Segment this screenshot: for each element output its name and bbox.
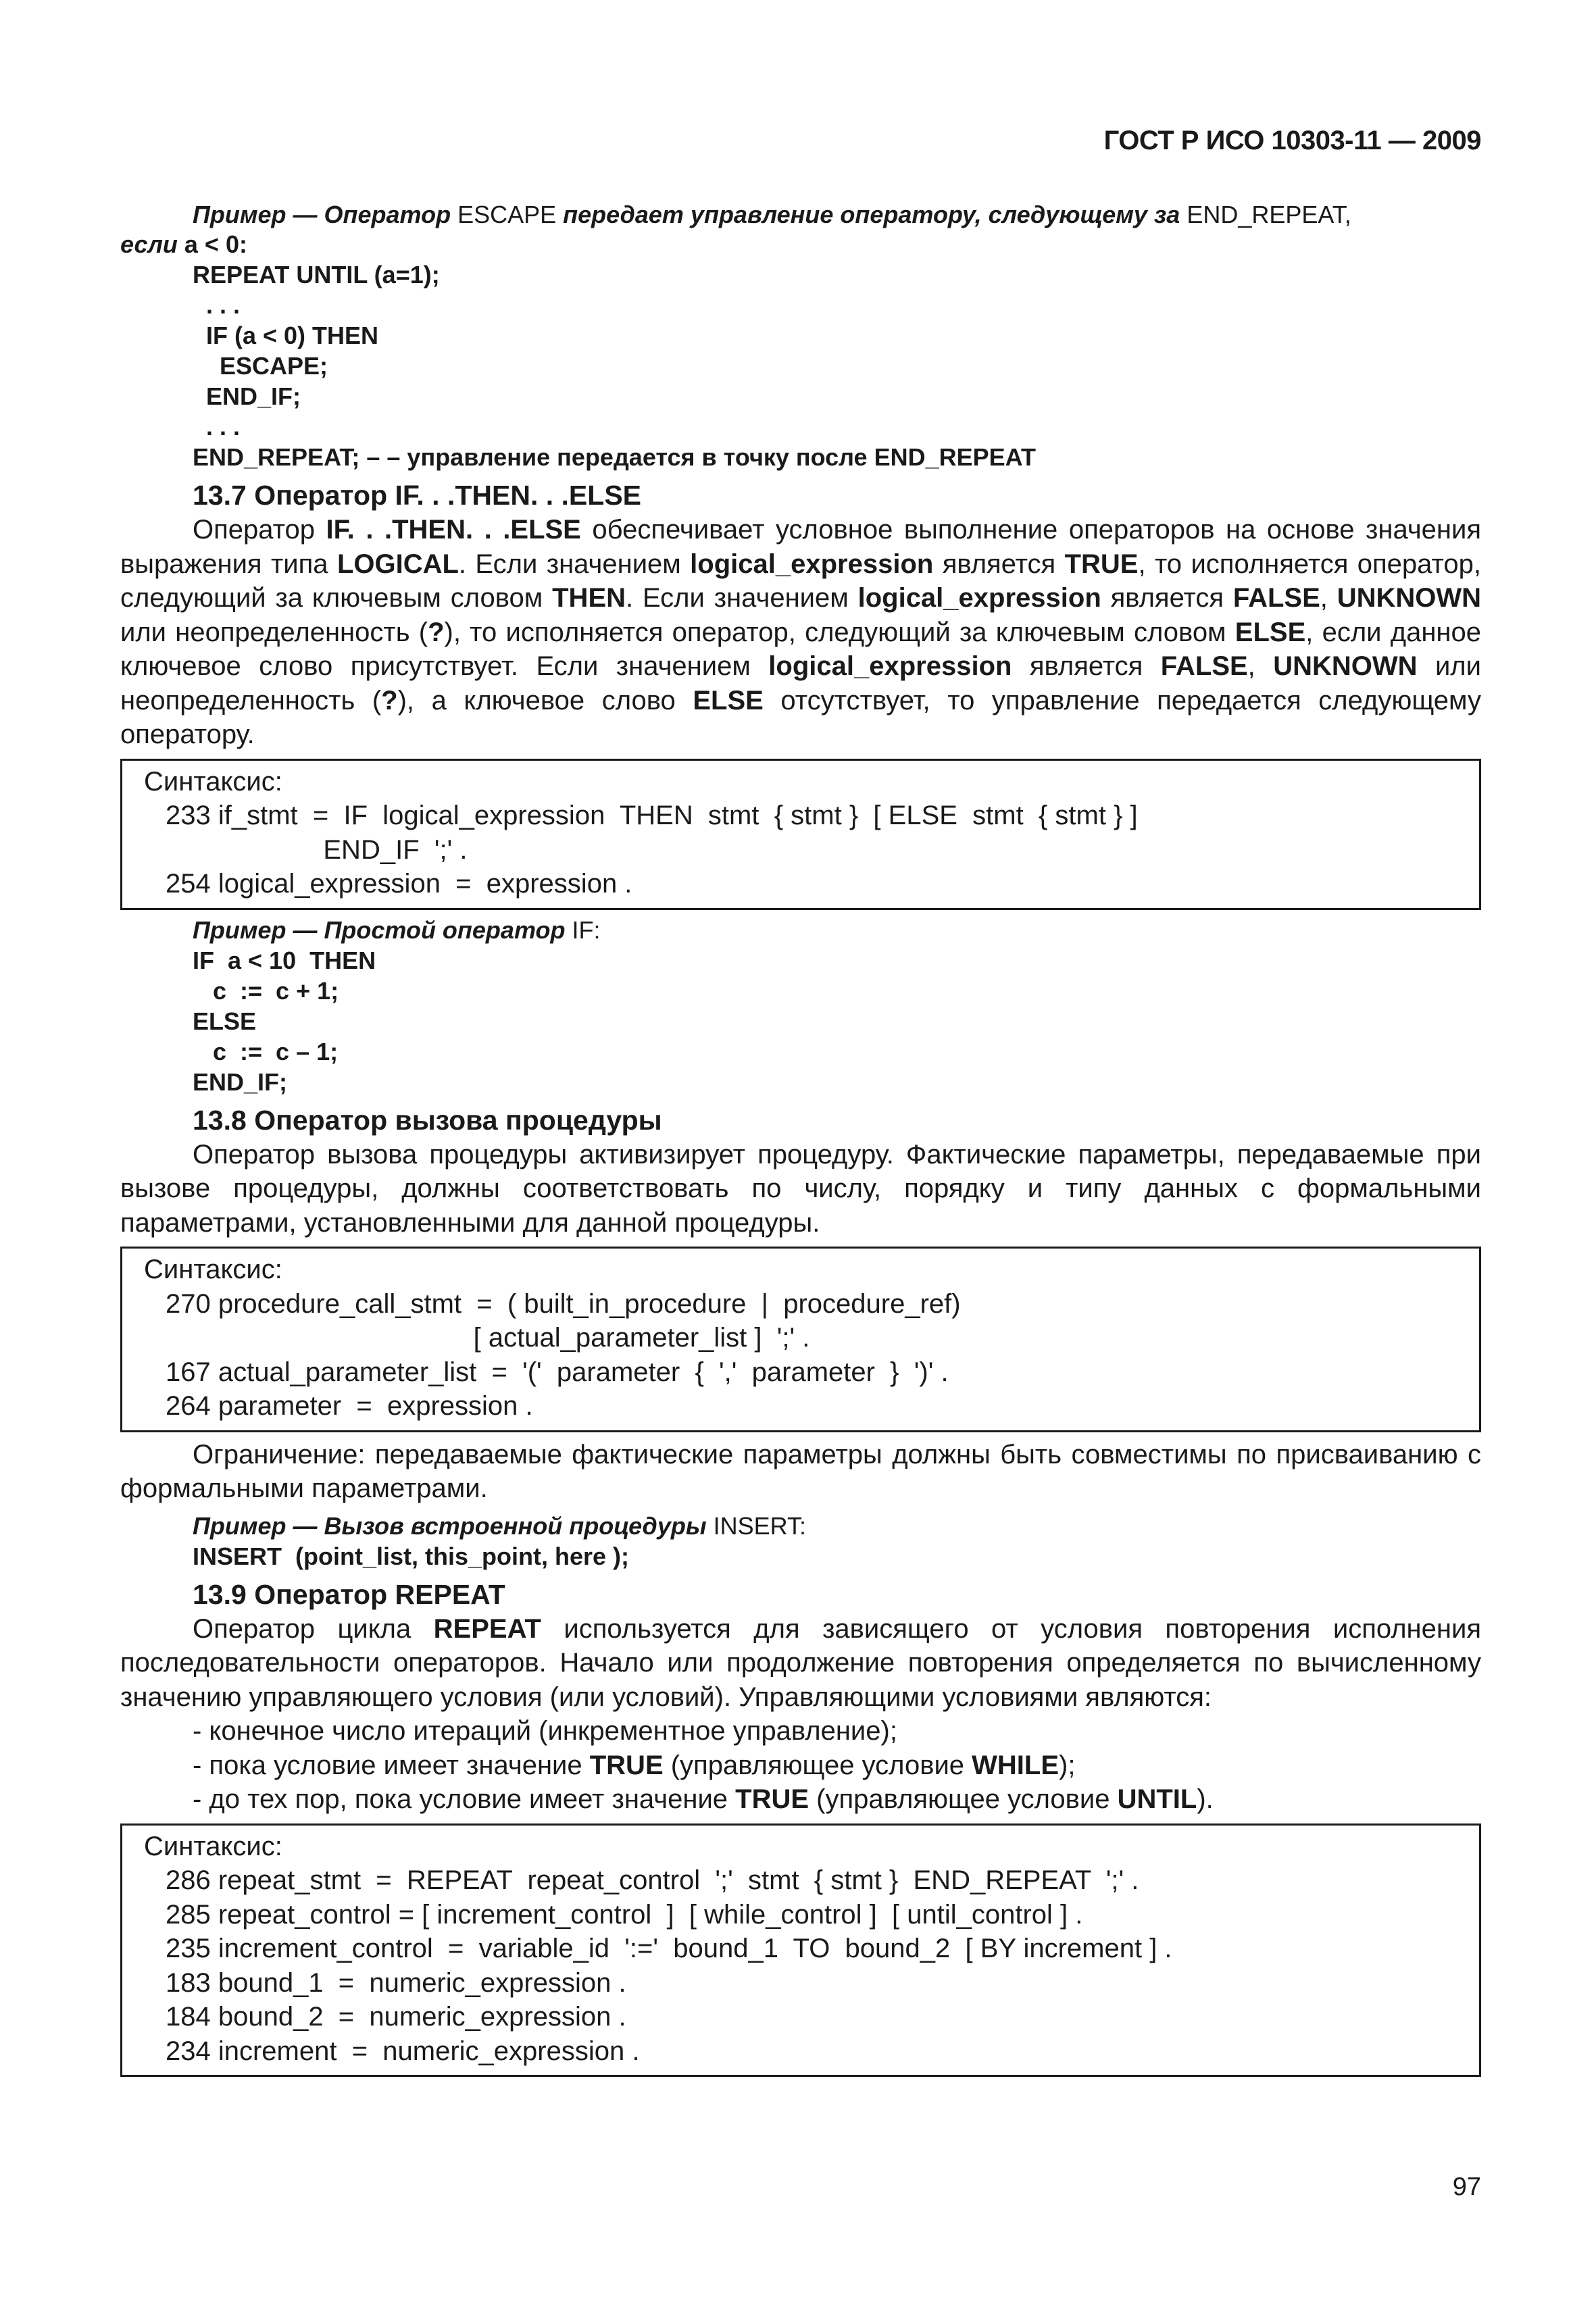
syntax-rule: END_IF ';' . (166, 834, 468, 865)
example-insert-title: Пример — Вызов встроенной процедуры INSERT: (193, 1511, 806, 1540)
section-13-8-paragraph: Оператор вызова процедуры активизирует процедуру. Фактические параметры, передаваемые при вызове процедуры, должны соответствовать по числу, порядку и типу данных с формальными параметрами, установленными для данной процедуры. (120, 1139, 1481, 1238)
list-item: - пока условие имеет значение TRUE (управляющее условие WHILE); (193, 1750, 1076, 1780)
code-line: . . . (193, 291, 241, 319)
section-heading-13-9: 13.9 Оператор REPEAT (193, 1578, 505, 1610)
code-line: c := c – 1; (193, 1037, 339, 1065)
code-line: INSERT (point_list, this_point, here ); (193, 1542, 630, 1570)
list-item: - до тех пор, пока условие имеет значение TRUE (управляющее условие UNTIL). (193, 1784, 1214, 1814)
syntax-rule: [ actual_parameter_list ] ';' . (166, 1323, 810, 1353)
syntax-rule: 235 increment_control = variable_id ':=' bound_1 TO bound_2 [ BY increment ] . (166, 1934, 1172, 1963)
code-line: . . . (193, 413, 241, 441)
syntax-label: Синтаксис: (144, 766, 282, 797)
list-item: - конечное число итераций (инкрементное управление); (193, 1716, 897, 1746)
syntax-rule: 254 logical_expression = expression . (166, 869, 632, 899)
section-heading-13-7: 13.7 Оператор IF. . .THEN. . .ELSE (193, 480, 642, 511)
example-escape-intro-cont: если a < 0: (120, 230, 247, 258)
page-content (120, 200, 1481, 2082)
code-line: END_IF; (193, 382, 301, 410)
syntax-rule: 285 repeat_control = [ increment_control ] [ while_control ] [ until_control ] . (166, 1899, 1083, 1930)
syntax-rule: 264 parameter = expression . (166, 1391, 533, 1421)
syntax-box-procedure-call (120, 1247, 1481, 1432)
code-line: c := c + 1; (193, 976, 339, 1005)
page-number: 97 (1452, 2173, 1481, 2201)
code-line: ELSE (193, 1007, 257, 1035)
code-line: END_REPEAT; – – управление передается в точку после END_REPEAT (193, 443, 1036, 471)
example-if-title: Пример — Простой оператор IF: (193, 915, 601, 944)
document-header: ГОСТ Р ИСО 10303-11 — 2009 (1103, 126, 1481, 155)
code-line: END_IF; (193, 1067, 288, 1096)
syntax-rule: 270 procedure_call_stmt = ( built_in_procedure | procedure_ref) (166, 1288, 961, 1319)
syntax-rule: 233 if_stmt = IF logical_expression THEN stmt { stmt } [ ELSE stmt { stmt } ] (166, 801, 1138, 830)
restriction-paragraph: Ограничение: передаваемые фактические параметры должны быть совместимы по присваиванию с формальными параметрами. (120, 1439, 1481, 1503)
syntax-box-repeat (120, 1823, 1481, 2078)
syntax-rule: 183 bound_1 = numeric_expression . (166, 1967, 626, 1998)
syntax-box-if (120, 759, 1481, 910)
syntax-rule: 167 actual_parameter_list = '(' parameter { ',' parameter } ')' . (166, 1357, 949, 1387)
code-line: REPEAT UNTIL (a=1); (193, 261, 440, 288)
syntax-label: Синтаксис: (144, 1831, 282, 1861)
syntax-rule: 234 increment = numeric_expression . (166, 2036, 640, 2066)
syntax-rule: 184 bound_2 = numeric_expression . (166, 2002, 626, 2032)
code-line: IF (a < 0) THEN (193, 322, 379, 349)
code-line: ESCAPE; (193, 352, 328, 380)
code-line: IF a < 10 THEN (193, 946, 376, 974)
section-13-7-paragraph: Оператор IF. . .THEN. . .ELSE обеспечивает условное выполнение операторов на основе значения выражения типа LOGICAL. Если значением logical_expression является TRUE, то исполняется оператор, следующий за ключевым словом THEN. Если значением logical_expression является FALSE, UNKNOWN или неопределенность (?), то исполняется оператор, следующий за ключевым словом ELSE, если данное ключевое слово присутствует. Если значением logical_expression является FALSE, UNKNOWN или неопределенность (?), а ключевое слово ELSE отсутствует, то управление передается следующему оператору. (120, 515, 1482, 749)
syntax-label: Синтаксис: (144, 1255, 282, 1284)
section-13-9-paragraph: Оператор цикла REPEAT используется для зависящего от условия повторения исполнения последовательности операторов. Начало или продолжение повторения определяется по вычисленному значению управляющего условия (или условий). Управляющими условиями являются: (120, 1613, 1481, 1712)
section-heading-13-8: 13.8 Оператор вызова процедуры (193, 1104, 662, 1136)
example-escape-intro: Пример — Оператор ESCAPE передает управление оператору, следующему за END_REPEAT, (193, 201, 1351, 228)
syntax-rule: 286 repeat_stmt = REPEAT repeat_control ';' stmt { stmt } END_REPEAT ';' . (166, 1865, 1139, 1895)
